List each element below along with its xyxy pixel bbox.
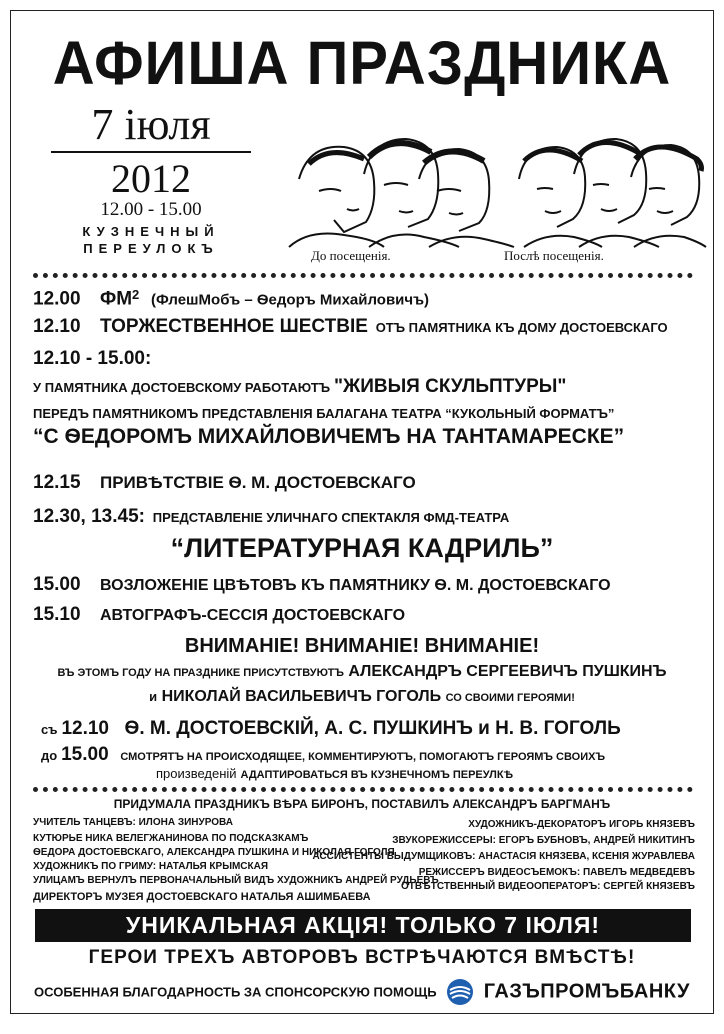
program-row-procession: 12.10 ТОРЖЕСТВЕННОЕ ШЕСТВІЕ ОТЪ ПАМЯТНИКА КЪ ДОМУ ДОСТОЕВСКАГО (33, 316, 668, 337)
credits-right-4: ОТВѢТСТВЕННЫЙ ВИДЕООПЕРАТОРЪ: СЕРГЕЙ КНЯЗЕВЪ (400, 881, 695, 892)
dotted-divider-bottom (33, 787, 693, 792)
before-after-faces-engraving (269, 119, 709, 249)
credits-main: ПРИДУМАЛА ПРАЗДНИКЪ ВѢРА БИРОНЪ, ПОСТАВИЛЪ АЛЕКСАНДРЪ БАРГМАНЪ (113, 797, 611, 811)
credits-director: ДИРЕКТОРЪ МУЗЕЯ ДОСТОЕВСКАГО НАТАЛЬЯ АШИМБАЕВА (33, 891, 371, 903)
event-poster (10, 10, 714, 1014)
location-line-1: КУЗНЕЧНЫЙ (82, 224, 220, 239)
grumpy-face-3 (419, 149, 514, 247)
happy-face-2 (574, 139, 659, 247)
credits-left-1: КУТЮРЬЕ НИКА ВЕЛЕГЖАНИНОВА ПО ПОДСКАЗКАМЪ (33, 833, 309, 844)
promo-subtitle: ГЕРОИ ТРЕХЪ АВТОРОВЪ ВСТРѢЧАЮТСЯ ВМѢСТѢ! (88, 947, 636, 968)
happy-face-3 (631, 145, 706, 247)
attention-line-2: и НИКОЛАЙ ВАСИЛЬЕВИЧЪ ГОГОЛЬ СО СВОИМИ ГЕРОЯМИ! (149, 688, 575, 705)
credits-right-1: ЗВУКОРЕЖИССЕРЫ: ЕГОРЪ БУБНОВЪ, АНДРЕЙ НИКИТИНЪ (392, 835, 695, 846)
credits-right-0: ХУДОЖНИКЪ-ДЕКОРАТОРЪ ИГОРЬ КНЯЗЕВЪ (468, 819, 695, 830)
event-date: 7 іюля (91, 100, 211, 149)
program-row-tantamareska: “С ѲЕДОРОМЪ МИХАЙЛОВИЧЕМЪ НА ТАНТАМАРЕСКЕ” (33, 425, 625, 448)
grumpy-face-1 (289, 147, 384, 247)
caption-after: Послѣ посещенія. (504, 248, 604, 263)
credits-left-2: ѲЕДОРА ДОСТОЕВСКАГО, АЛЕКСАНДРА ПУШКИНА И НИКОЛАЯ ГОГОЛЯ (33, 847, 395, 858)
attention-heading: ВНИМАНІЕ! ВНИМАНІЕ! ВНИМАНІЕ! (184, 635, 540, 657)
event-year: 2012 (111, 156, 191, 201)
writers-row-names: съ 12.10 Ѳ. М. ДОСТОЕВСКІЙ, А. С. ПУШКИНЪ и Н. В. ГОГОЛЬ (41, 718, 621, 739)
attention-line-1: ВЪ ЭТОМЪ ГОДУ НА ПРАЗДНИКЕ ПРИСУТСТВУЮТЪ АЛЕКСАНДРЪ СЕРГЕЕВИЧЪ ПУШКИНЪ (57, 663, 667, 680)
program-row-flowers: 15.00 ВОЗЛОЖЕНІЕ ЦВѢТОВЪ КЪ ПАМЯТНИКУ Ѳ. М. ДОСТОЕВСКАГО (33, 574, 611, 595)
poster-title: АФИША ПРАЗДНИКА (52, 29, 672, 98)
caption-before: До посещенія. (311, 248, 391, 263)
dotted-divider-top (33, 273, 693, 278)
gazprombank-logo-icon (446, 978, 474, 1006)
credits-left-4: УЛИЦАМЪ ВЕРНУЛЪ ПЕРВОНАЧАЛЬНЫЙ ВИДЪ ХУДОЖНИКЪ АНДРЕЙ РУДЬЕВЪ (33, 875, 439, 886)
program-quadrille-title: “ЛИТЕРАТУРНАЯ КАДРИЛЬ” (170, 533, 554, 563)
credits-right-3: РЕЖИССЕРЪ ВИДЕОСЪЕМОКЪ: ПАВЕЛЪ МЕДВЕДЕВЪ (418, 867, 695, 878)
sponsor-footer (11, 978, 713, 1006)
sponsor-name: ГАЗЪПРОМЪБАНКУ (483, 980, 690, 1003)
writers-row-action: до 15.00 СМОТРЯТЪ НА ПРОИСХОДЯЩЕЕ, КОММЕНТИРУЮТЪ, ПОМОГАЮТЪ ГЕРОЯМЪ СВОИХЪ (41, 744, 606, 765)
date-underline (51, 151, 251, 153)
sponsor-thanks: ОСОБЕННАЯ БЛАГОДАРНОСТЬ ЗА СПОНСОРСКУЮ ПОМОЩЬ (34, 984, 437, 1000)
credits-right-2: АССИСТЕНТЫ ВЫДУМЩИКОВЪ: АНАСТАСІЯ КНЯЗЕВА, КСЕНІЯ ЖУРАВЛЕВА (312, 851, 695, 862)
happy-face-1 (519, 147, 602, 247)
program-row-balagan: ПЕРЕДЪ ПАМЯТНИКОМЪ ПРЕДСТАВЛЕНІЯ БАЛАГАНА ТЕАТРА “КУКОЛЬНЫЙ ФОРМАТЪ” (33, 406, 615, 421)
event-time: 12.00 - 15.00 (100, 199, 202, 220)
promo-banner: УНИКАЛЬНАЯ АКЦІЯ! ТОЛЬКО 7 ІЮЛЯ! (35, 909, 691, 942)
program-row-autograph: 15.10 АВТОГРАФЪ-СЕССІЯ ДОСТОЕВСКАГО (33, 604, 406, 625)
program-row-sculptures: У ПАМЯТНИКА ДОСТОЕВСКОМУ РАБОТАЮТЪ "ЖИВЫЯ СКУЛЬПТУРЫ" (33, 376, 567, 397)
program-row-greeting: 12.15 ПРИВѢТСТВІЕ Ѳ. М. ДОСТОЕВСКАГО (33, 472, 416, 493)
program-row-range: 12.10 - 15.00: (33, 348, 152, 369)
credits-left-3: ХУДОЖНИКЪ ПО ГРИМУ: НАТАЛЬЯ КРЫМСКАЯ (33, 861, 269, 872)
program-row-fm: 12.00 $ФМ^2$ (ФлешМобъ – Ѳедоръ Михайловичъ) (33, 287, 430, 310)
writers-row-adapt: произведеній АДАПТИРОВАТЬСЯ ВЪ КУЗНЕЧНОМЪ ПЕРЕУЛКѢ (156, 766, 514, 781)
location-line-2: ПЕРЕУЛОКЪ (83, 241, 219, 256)
credits-left-0: УЧИТЕЛЬ ТАНЦЕВЪ: ИЛОНА ЗИНУРОВА (33, 817, 233, 828)
program-row-show: 12.30, 13.45: ПРЕДСТАВЛЕНІЕ УЛИЧНАГО СПЕКТАКЛЯ ФМД-ТЕАТРА (33, 506, 510, 527)
